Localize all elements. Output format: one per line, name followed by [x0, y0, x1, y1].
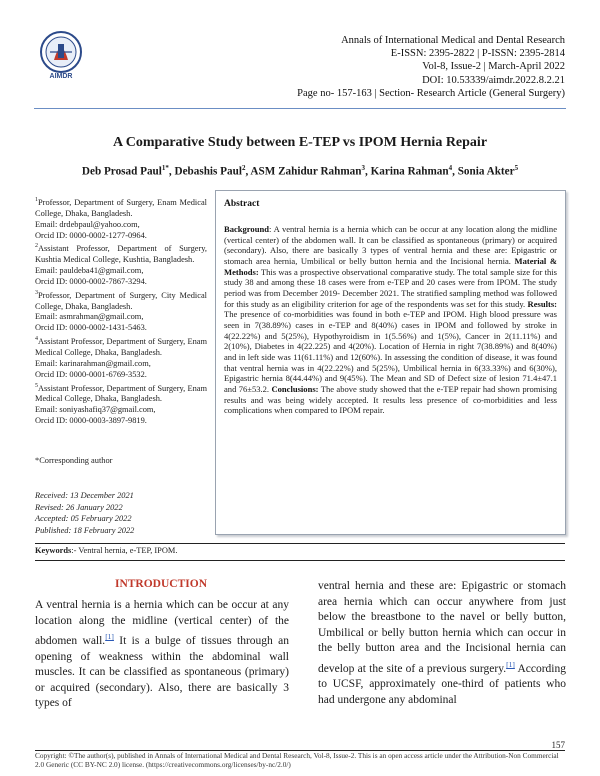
affiliation-orcid: Orcid ID: 0000-0003-3897-9819.: [35, 416, 147, 426]
affiliation-orcid: Orcid ID: 0000-0002-1431-5463.: [35, 323, 147, 333]
journal-logo: [36, 30, 86, 82]
abstract-section-label: Conclusions:: [271, 383, 319, 394]
abstract-section-text: This was a prospective observational comparative study. The total sample size for this study 38 and among these 18 cases were from e-TEP and 20 cases were from IPOM. The study period was from December 2019- December 2021. The stratified sampling method was followed for this study as an eligibility criterion for age of the respondents was set for this study.: [224, 266, 557, 309]
journal-page-section: Page no- 157-163 | Section- Research Article (General Surgery): [297, 87, 565, 99]
abstract-heading: Abstract: [224, 199, 260, 209]
journal-name: Annals of International Medical and Dental Research: [341, 35, 565, 46]
affiliation-email[interactable]: Email: asmrahman@gmail.com,: [35, 312, 144, 322]
corresponding-author-note: *Corresponding author: [35, 456, 113, 465]
affiliation-marker: 1: [35, 197, 38, 203]
affiliation-email[interactable]: Email: karinarahman@gmail.com,: [35, 358, 151, 368]
affiliation-orcid: Orcid ID: 0000-0002-7867-3294.: [35, 276, 147, 286]
author-affiliation-marker: 4: [448, 164, 453, 172]
affiliation-text: Assistant Professor, Department of Surgery, Enam Medical College, Dhaka, Bangladesh.: [35, 337, 207, 357]
abstract-section-text: The presence of co-morbidities was found in both e-TEP and IPOM. High blood pressure was seen in 7(38.89%) cases in e-TEP and 8(40%) cases in IPOM and followed by stroke in 4(22.22%) and 5(25%), Hypothyroidism in 1(5.56%) and 1(5%), Cancer in 2(11.11%) and 2(10%), Diabetes in 4(22.225) and 4(20%). Location of Hernia in right 7(38.89%) and 8(40%) and in left side was 11(61.11%) and 12(60%). In assessing the condition of disease, it was found that ventral hernia was in 4(22.22%) and 5(25%), Umbilical hernia in 6(33.33%) and 6(30%), Epigastric hernia 8(44.44%) and 9(45%). The Mean and SD of Defect size of lesion 71.4±47.1 and 76±53.2.: [224, 309, 557, 394]
abstract-section-label: Material & Methods:: [224, 255, 557, 277]
author-affiliation-marker: 5: [514, 164, 519, 172]
author-affiliation-marker: 1*: [161, 164, 169, 172]
affiliation-marker: 2: [35, 243, 38, 250]
date-accepted: Accepted: 05 February 2022: [35, 514, 132, 524]
author-separator: ,: [168, 165, 175, 178]
body-column-right: [318, 579, 566, 709]
intro-paragraph-part3: ventral hernia and these are: Epigastric or stomach area hernia which can occur anywhere from just below the breastbone to the navel or belly button, Umbilical or belly button hernia which can occur in the belly button area and the Incisional hernia can develop at the site of a previous surgery.: [318, 580, 566, 675]
author-name: Deb Prosad Paul: [81, 165, 162, 178]
affiliation-entry: [35, 241, 207, 266]
author-name: ASM Zahidur Rahman: [250, 165, 362, 178]
journal-issn: E-ISSN: 2395-2822 | P-ISSN: 2395-2814: [390, 48, 565, 60]
logo-text: AIMDR: [49, 73, 73, 80]
affiliation-orcid: Orcid ID: 0000-0001-6769-3532.: [35, 369, 147, 379]
article-title: A Comparative Study between E-TEP vs IPOM Hernia Repair: [112, 135, 488, 150]
affiliation-marker: 4: [35, 336, 38, 343]
abstract-section-text: : A ventral hernia is a hernia which can be occur at any location along the midline (vertical center) of the abdomen wall. It can be classified as spontaneous (primary) or acquired (secondary). Also, there are basically 3 types of ventral hernia and these are: Epigastric or stomach area hernia, Umbilical or belly button hernia and the Incisional hernia.: [224, 224, 557, 266]
author-separator: ,: [245, 165, 251, 178]
abstract-section-label: Background: [224, 224, 269, 234]
citation-link[interactable]: [1]: [506, 659, 515, 669]
introduction-heading: INTRODUCTION: [114, 578, 207, 590]
body-column-left: [35, 598, 289, 712]
journal-volume: Vol-8, Issue-2 | March-April 2022: [422, 61, 565, 73]
affiliation-text: Professor, Department of Surgery, City Medical College, Dhaka, Bangladesh.: [35, 290, 207, 311]
affiliation-orcid: Orcid ID: 0000-0002-1277-0964.: [35, 230, 147, 240]
intro-paragraph-part1: A ventral hernia is a hernia which can be occur at any location along the midline (vertical center) of the abdomen wall.: [35, 599, 289, 648]
affiliations: [35, 195, 207, 427]
affiliation-marker: 3: [35, 289, 38, 296]
author-separator: ,: [365, 165, 371, 178]
affiliation-email[interactable]: Email: pauldeba41@gmail.com,: [35, 266, 144, 276]
intro-paragraph-part2: It is a bulge of tissues through an opening of weakness within the abdominal wall muscles. It can be classified as spontaneous (primary) or acquired (secondary). Also, there are basically 3 types of: [35, 635, 289, 710]
author-list: [0, 164, 600, 178]
author-name: Karina Rahman: [370, 165, 449, 178]
abstract-section-text: The above study showed that the e-TEP repair had shown promising results and was being widely accepted. It results less presence of co-morbidities and less complications when compared to IPOM repair.: [224, 383, 558, 416]
keywords-line: [35, 546, 177, 555]
citation-link[interactable]: [1]: [105, 632, 114, 642]
author-affiliation-marker: 3: [361, 164, 365, 172]
date-revised: Revised: 26 January 2022: [35, 502, 123, 512]
affiliation-text: Assistant Professor, Department of Surgery, Kushtia Medical College, Kushtia, Bangladesh.: [35, 244, 207, 265]
affiliation-marker: 5: [35, 382, 38, 389]
author-separator: ,: [452, 165, 458, 178]
author-affiliation-marker: 2: [241, 164, 246, 172]
abstract-box: [215, 190, 566, 535]
page-number: 157: [551, 740, 565, 750]
journal-doi[interactable]: DOI: 10.53339/aimdr.2022.8.2.21: [422, 74, 565, 86]
copyright-notice: Copyright: ©The author(s), published in Annals of International Medical and Dental Research, Vol-8, Issue-2. This is an open access article under the Attribution-Non Commercial 2.0 Generic (CC BY-NC 2.0) license. (https://creativecommons.org/licenses/by-nc/2.0/): [35, 751, 559, 769]
affiliation-email[interactable]: Email: soniyashafiq37@gmail.com,: [35, 405, 156, 415]
affiliation-text: Assistant Professor, Department of Surgery, Enam Medical College, Dhaka, Bangladesh.: [35, 383, 207, 404]
affiliation-entry: [35, 381, 207, 406]
article-dates: [35, 490, 134, 537]
author-name: Debashis Paul: [174, 165, 242, 178]
abstract-section-label: Results:: [527, 298, 557, 309]
affiliation-text: Professor, Department of Surgery, Enam Medical College, Dhaka, Bangladesh.: [35, 197, 207, 218]
abstract-text: [224, 224, 557, 416]
affiliation-entry: [35, 334, 207, 359]
date-published: Published: 18 February 2022: [35, 526, 135, 536]
affiliation-entry: [35, 195, 207, 220]
keywords-label: Keywords: [35, 546, 72, 555]
header-divider: [34, 108, 566, 109]
keywords-divider-top: [35, 543, 565, 544]
date-received: Received: 13 December 2021: [35, 491, 134, 500]
keywords-divider-bottom: [35, 560, 565, 561]
affiliation-entry: [35, 288, 207, 313]
author-name: Sonia Akter: [457, 165, 515, 178]
journal-meta: [297, 34, 565, 100]
affiliation-email[interactable]: Email: drdebpaul@yahoo.com,: [35, 219, 140, 229]
intro-paragraph-part4: According to UCSF, approximately one-third of patients who had undergone any abdominal: [318, 662, 567, 706]
keywords-text: :- Ventral hernia, e-TEP, IPOM.: [71, 546, 178, 555]
